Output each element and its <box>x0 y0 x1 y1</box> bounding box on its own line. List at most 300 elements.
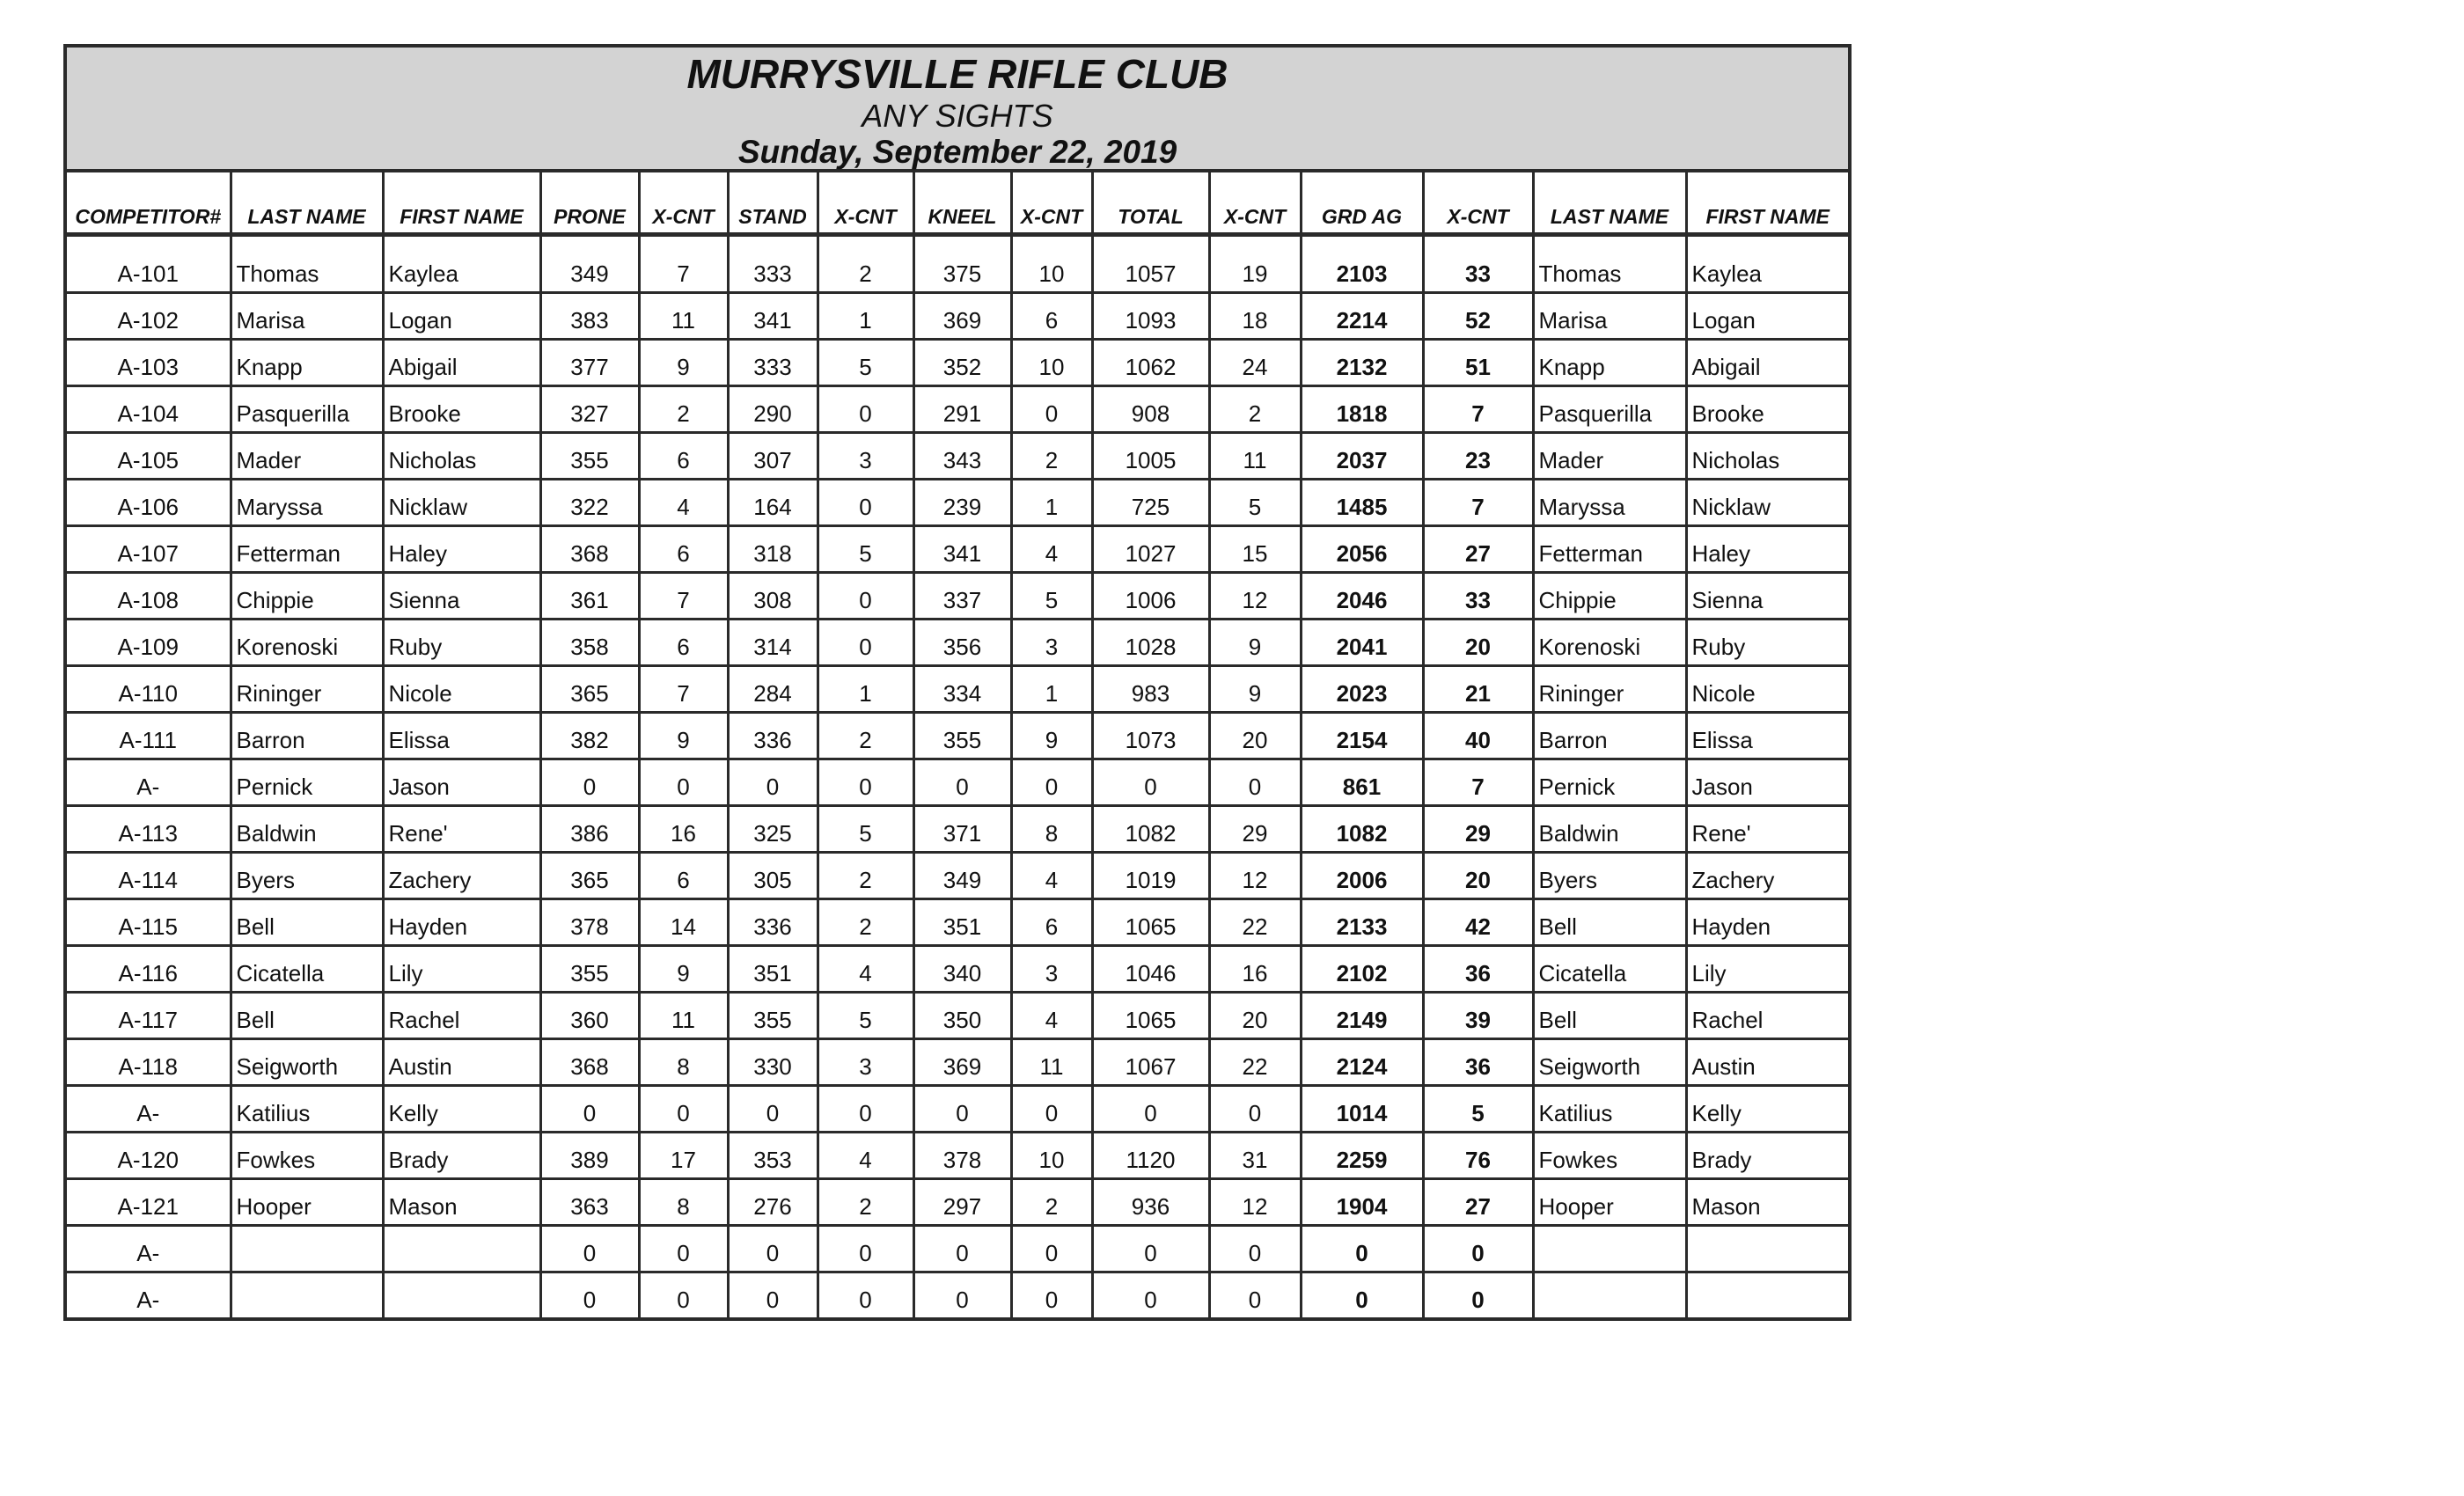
total-x-count: 20 <box>1209 993 1301 1039</box>
grand-x-count: 52 <box>1423 293 1533 340</box>
stand-score: 0 <box>728 1226 818 1272</box>
scores-table <box>67 172 1848 1317</box>
last-name <box>231 1226 383 1272</box>
prone-x-count: 8 <box>639 1039 728 1086</box>
total-score: 1082 <box>1092 806 1209 853</box>
last-name-repeat-header: LAST NAME <box>1533 172 1686 235</box>
total-score: 0 <box>1092 759 1209 806</box>
kneel-score: 356 <box>913 620 1011 666</box>
last-name: Knapp <box>231 340 383 386</box>
kneel-score: 0 <box>913 1272 1011 1318</box>
total-score: 1093 <box>1092 293 1209 340</box>
grand-aggregate: 1904 <box>1301 1179 1423 1226</box>
kneel-score: 378 <box>913 1133 1011 1179</box>
prone-score: 0 <box>540 759 639 806</box>
prone-score: 365 <box>540 853 639 899</box>
stand-x-count: 3 <box>818 433 913 480</box>
total-score: 0 <box>1092 1086 1209 1133</box>
stand-score: 336 <box>728 899 818 946</box>
kneel-score: 0 <box>913 1086 1011 1133</box>
kneel-score: 343 <box>913 433 1011 480</box>
stand-score: 308 <box>728 573 818 620</box>
stand-score: 355 <box>728 993 818 1039</box>
header-row <box>67 172 1848 235</box>
first-name-repeat: Austin <box>1686 1039 1848 1086</box>
total-score: 908 <box>1092 386 1209 433</box>
stand-score: 290 <box>728 386 818 433</box>
first-name-repeat: Logan <box>1686 293 1848 340</box>
table-row <box>67 1133 1848 1179</box>
grand-aggregate: 2006 <box>1301 853 1423 899</box>
first-name: Abigail <box>383 340 540 386</box>
stand-x-count: 5 <box>818 340 913 386</box>
prone-score: 368 <box>540 1039 639 1086</box>
kneel-x-count: 5 <box>1011 573 1092 620</box>
prone-x-count: 9 <box>639 340 728 386</box>
grand-x-count: 23 <box>1423 433 1533 480</box>
last-name: Seigworth <box>231 1039 383 1086</box>
stand-x-count: 0 <box>818 480 913 526</box>
first-name: Kaylea <box>383 235 540 293</box>
kneel-x-count: 1 <box>1011 666 1092 713</box>
kneel-x-count: 0 <box>1011 1226 1092 1272</box>
stand-score: 336 <box>728 713 818 759</box>
kneel-x-count: 2 <box>1011 433 1092 480</box>
last-name-repeat: Maryssa <box>1533 480 1686 526</box>
competitor-number: A- <box>67 759 231 806</box>
last-name <box>231 1272 383 1318</box>
grand-aggregate: 2046 <box>1301 573 1423 620</box>
total-x-count: 18 <box>1209 293 1301 340</box>
kneel-x-count: 3 <box>1011 620 1092 666</box>
total-x-count: 0 <box>1209 1086 1301 1133</box>
total-score: 1065 <box>1092 993 1209 1039</box>
kneel-score: 0 <box>913 759 1011 806</box>
kneel-x-count: 10 <box>1011 235 1092 293</box>
stand-x-count: 2 <box>818 713 913 759</box>
first-name: Nicole <box>383 666 540 713</box>
first-name: Lily <box>383 946 540 993</box>
prone-x-count: 7 <box>639 235 728 293</box>
kneel-x-count: 10 <box>1011 1133 1092 1179</box>
stand-score: 330 <box>728 1039 818 1086</box>
last-name-repeat: Barron <box>1533 713 1686 759</box>
prone-x-count: 8 <box>639 1179 728 1226</box>
grand-aggregate: 2102 <box>1301 946 1423 993</box>
kneel-x-count: 4 <box>1011 526 1092 573</box>
prone-score: 365 <box>540 666 639 713</box>
last-name-repeat: Fetterman <box>1533 526 1686 573</box>
kneel-score: 355 <box>913 713 1011 759</box>
competitor-number: A-121 <box>67 1179 231 1226</box>
first-name: Rene' <box>383 806 540 853</box>
first-name: Logan <box>383 293 540 340</box>
stand-score: 307 <box>728 433 818 480</box>
prone-x-count: 11 <box>639 993 728 1039</box>
grand-x-count: 76 <box>1423 1133 1533 1179</box>
last-name: Bell <box>231 899 383 946</box>
prone-score: 363 <box>540 1179 639 1226</box>
table-row <box>67 1179 1848 1226</box>
stand-score: 0 <box>728 759 818 806</box>
grand-x-count: 7 <box>1423 759 1533 806</box>
last-name: Fetterman <box>231 526 383 573</box>
first-name-repeat: Hayden <box>1686 899 1848 946</box>
prone-score: 322 <box>540 480 639 526</box>
first-name-repeat: Jason <box>1686 759 1848 806</box>
stand-score: 305 <box>728 853 818 899</box>
table-row <box>67 946 1848 993</box>
last-name-repeat: Marisa <box>1533 293 1686 340</box>
kneel-x-count: 4 <box>1011 853 1092 899</box>
competitor-number: A-117 <box>67 993 231 1039</box>
competitor-number: A-120 <box>67 1133 231 1179</box>
competitor-number: A-110 <box>67 666 231 713</box>
first-name: Zachery <box>383 853 540 899</box>
competitor-number: A-103 <box>67 340 231 386</box>
first-name: Hayden <box>383 899 540 946</box>
total-x-count: 12 <box>1209 1179 1301 1226</box>
stand-score: 351 <box>728 946 818 993</box>
total-x-count: 31 <box>1209 1133 1301 1179</box>
prone-score: 0 <box>540 1272 639 1318</box>
stand-x-count-header: X-CNT <box>818 172 913 235</box>
stand-x-count: 0 <box>818 1272 913 1318</box>
stand-score: 353 <box>728 1133 818 1179</box>
total-header: TOTAL <box>1092 172 1209 235</box>
grand-x-count: 7 <box>1423 386 1533 433</box>
grand-x-count: 51 <box>1423 340 1533 386</box>
prone-x-count: 7 <box>639 666 728 713</box>
stand-x-count: 5 <box>818 526 913 573</box>
grand-x-count: 27 <box>1423 526 1533 573</box>
grand-x-count: 20 <box>1423 853 1533 899</box>
table-row <box>67 1039 1848 1086</box>
club-title: MURRYSVILLE RIFLE CLUB <box>686 51 1228 97</box>
kneel-x-count: 6 <box>1011 899 1092 946</box>
kneel-score: 291 <box>913 386 1011 433</box>
kneel-x-count-header: X-CNT <box>1011 172 1092 235</box>
table-row <box>67 433 1848 480</box>
stand-x-count: 0 <box>818 386 913 433</box>
prone-x-count: 11 <box>639 293 728 340</box>
first-name-repeat: Rene' <box>1686 806 1848 853</box>
last-name: Cicatella <box>231 946 383 993</box>
competitor-number-header: COMPETITOR# <box>67 172 231 235</box>
kneel-score: 352 <box>913 340 1011 386</box>
first-name: Brooke <box>383 386 540 433</box>
competitor-number: A-106 <box>67 480 231 526</box>
stand-header: STAND <box>728 172 818 235</box>
event-title: ANY SIGHTS <box>862 97 1053 134</box>
last-name-repeat: Katilius <box>1533 1086 1686 1133</box>
prone-x-count: 9 <box>639 946 728 993</box>
prone-score: 386 <box>540 806 639 853</box>
total-x-count: 22 <box>1209 1039 1301 1086</box>
last-name-repeat: Mader <box>1533 433 1686 480</box>
total-x-count: 0 <box>1209 759 1301 806</box>
last-name: Marisa <box>231 293 383 340</box>
prone-score: 0 <box>540 1086 639 1133</box>
stand-x-count: 2 <box>818 235 913 293</box>
prone-x-count-header: X-CNT <box>639 172 728 235</box>
last-name: Hooper <box>231 1179 383 1226</box>
stand-x-count: 5 <box>818 806 913 853</box>
competitor-number: A-115 <box>67 899 231 946</box>
last-name: Chippie <box>231 573 383 620</box>
competitor-number: A- <box>67 1086 231 1133</box>
competitor-number: A-102 <box>67 293 231 340</box>
last-name: Byers <box>231 853 383 899</box>
first-name-repeat: Kelly <box>1686 1086 1848 1133</box>
total-score: 1027 <box>1092 526 1209 573</box>
total-x-count: 29 <box>1209 806 1301 853</box>
stand-x-count: 0 <box>818 573 913 620</box>
competitor-number: A- <box>67 1272 231 1318</box>
prone-score: 355 <box>540 433 639 480</box>
kneel-header: KNEEL <box>913 172 1011 235</box>
stand-x-count: 0 <box>818 759 913 806</box>
prone-score: 358 <box>540 620 639 666</box>
first-name: Nicholas <box>383 433 540 480</box>
first-name: Mason <box>383 1179 540 1226</box>
grand-aggregate: 2056 <box>1301 526 1423 573</box>
first-name: Nicklaw <box>383 480 540 526</box>
grand-x-count: 42 <box>1423 899 1533 946</box>
first-name: Brady <box>383 1133 540 1179</box>
prone-x-count: 0 <box>639 759 728 806</box>
prone-x-count: 0 <box>639 1086 728 1133</box>
total-x-count: 2 <box>1209 386 1301 433</box>
last-name-repeat: Korenoski <box>1533 620 1686 666</box>
first-name-repeat-header: FIRST NAME <box>1686 172 1848 235</box>
last-name: Korenoski <box>231 620 383 666</box>
grand-aggregate: 2041 <box>1301 620 1423 666</box>
first-name-repeat <box>1686 1272 1848 1318</box>
grand-x-count: 36 <box>1423 1039 1533 1086</box>
prone-x-count: 0 <box>639 1226 728 1272</box>
table-row <box>67 1272 1848 1318</box>
total-x-count: 0 <box>1209 1226 1301 1272</box>
stand-x-count: 4 <box>818 1133 913 1179</box>
stand-x-count: 5 <box>818 993 913 1039</box>
total-score: 936 <box>1092 1179 1209 1226</box>
total-score: 725 <box>1092 480 1209 526</box>
score-sheet <box>63 44 1852 1321</box>
grand-x-count: 0 <box>1423 1226 1533 1272</box>
grand-aggregate: 1082 <box>1301 806 1423 853</box>
last-name-repeat: Seigworth <box>1533 1039 1686 1086</box>
last-name-repeat: Hooper <box>1533 1179 1686 1226</box>
last-name-repeat <box>1533 1226 1686 1272</box>
prone-x-count: 2 <box>639 386 728 433</box>
stand-x-count: 0 <box>818 1226 913 1272</box>
kneel-score: 0 <box>913 1226 1011 1272</box>
total-score: 1057 <box>1092 235 1209 293</box>
grand-aggregate: 2023 <box>1301 666 1423 713</box>
kneel-x-count: 10 <box>1011 340 1092 386</box>
table-row <box>67 235 1848 293</box>
stand-x-count: 1 <box>818 666 913 713</box>
first-name-repeat: Brooke <box>1686 386 1848 433</box>
prone-x-count: 6 <box>639 853 728 899</box>
grand-x-count: 5 <box>1423 1086 1533 1133</box>
last-name-repeat: Pernick <box>1533 759 1686 806</box>
table-row <box>67 293 1848 340</box>
prone-score: 355 <box>540 946 639 993</box>
last-name-repeat <box>1533 1272 1686 1318</box>
total-score: 983 <box>1092 666 1209 713</box>
prone-score: 382 <box>540 713 639 759</box>
competitor-number: A-104 <box>67 386 231 433</box>
first-name-header: FIRST NAME <box>383 172 540 235</box>
grand-x-count: 36 <box>1423 946 1533 993</box>
prone-x-count: 6 <box>639 526 728 573</box>
grand-aggregate-header: GRD AG <box>1301 172 1423 235</box>
table-row <box>67 853 1848 899</box>
table-row <box>67 340 1848 386</box>
total-x-count: 15 <box>1209 526 1301 573</box>
last-name: Maryssa <box>231 480 383 526</box>
stand-x-count: 4 <box>818 946 913 993</box>
grand-x-count-header: X-CNT <box>1423 172 1533 235</box>
kneel-x-count: 2 <box>1011 1179 1092 1226</box>
total-x-count: 19 <box>1209 235 1301 293</box>
stand-x-count: 3 <box>818 1039 913 1086</box>
competitor-number: A-116 <box>67 946 231 993</box>
last-name-repeat: Cicatella <box>1533 946 1686 993</box>
kneel-score: 239 <box>913 480 1011 526</box>
first-name-repeat: Ruby <box>1686 620 1848 666</box>
kneel-x-count: 3 <box>1011 946 1092 993</box>
grand-x-count: 7 <box>1423 480 1533 526</box>
stand-x-count: 2 <box>818 1179 913 1226</box>
competitor-number: A-101 <box>67 235 231 293</box>
first-name: Kelly <box>383 1086 540 1133</box>
stand-x-count: 1 <box>818 293 913 340</box>
title-block <box>67 48 1848 172</box>
prone-score: 378 <box>540 899 639 946</box>
table-body <box>67 235 1848 1318</box>
last-name: Thomas <box>231 235 383 293</box>
table-row <box>67 386 1848 433</box>
kneel-score: 369 <box>913 293 1011 340</box>
prone-score: 0 <box>540 1226 639 1272</box>
grand-aggregate: 2259 <box>1301 1133 1423 1179</box>
prone-score: 389 <box>540 1133 639 1179</box>
total-x-count: 16 <box>1209 946 1301 993</box>
grand-aggregate: 2124 <box>1301 1039 1423 1086</box>
kneel-x-count: 4 <box>1011 993 1092 1039</box>
competitor-number: A-107 <box>67 526 231 573</box>
last-name-repeat: Baldwin <box>1533 806 1686 853</box>
stand-score: 333 <box>728 235 818 293</box>
first-name-repeat: Zachery <box>1686 853 1848 899</box>
first-name-repeat: Haley <box>1686 526 1848 573</box>
last-name: Baldwin <box>231 806 383 853</box>
first-name-repeat: Mason <box>1686 1179 1848 1226</box>
first-name-repeat: Lily <box>1686 946 1848 993</box>
total-x-count: 11 <box>1209 433 1301 480</box>
kneel-score: 350 <box>913 993 1011 1039</box>
first-name-repeat: Nicklaw <box>1686 480 1848 526</box>
grand-aggregate: 2154 <box>1301 713 1423 759</box>
kneel-score: 337 <box>913 573 1011 620</box>
grand-aggregate: 1818 <box>1301 386 1423 433</box>
total-x-count-header: X-CNT <box>1209 172 1301 235</box>
competitor-number: A-113 <box>67 806 231 853</box>
table-row <box>67 526 1848 573</box>
total-x-count: 22 <box>1209 899 1301 946</box>
first-name-repeat: Elissa <box>1686 713 1848 759</box>
competitor-number: A-118 <box>67 1039 231 1086</box>
total-x-count: 0 <box>1209 1272 1301 1318</box>
kneel-score: 375 <box>913 235 1011 293</box>
last-name-repeat: Bell <box>1533 899 1686 946</box>
first-name-repeat: Nicole <box>1686 666 1848 713</box>
first-name: Jason <box>383 759 540 806</box>
last-name-repeat: Knapp <box>1533 340 1686 386</box>
prone-score: 361 <box>540 573 639 620</box>
prone-x-count: 4 <box>639 480 728 526</box>
table-row <box>67 666 1848 713</box>
last-name-repeat: Thomas <box>1533 235 1686 293</box>
last-name-repeat: Byers <box>1533 853 1686 899</box>
table-row <box>67 480 1848 526</box>
first-name: Ruby <box>383 620 540 666</box>
competitor-number: A-105 <box>67 433 231 480</box>
kneel-x-count: 9 <box>1011 713 1092 759</box>
first-name-repeat: Brady <box>1686 1133 1848 1179</box>
first-name-repeat <box>1686 1226 1848 1272</box>
competitor-number: A-111 <box>67 713 231 759</box>
stand-score: 314 <box>728 620 818 666</box>
table-row <box>67 713 1848 759</box>
first-name-repeat: Rachel <box>1686 993 1848 1039</box>
last-name-header: LAST NAME <box>231 172 383 235</box>
prone-score: 383 <box>540 293 639 340</box>
kneel-score: 297 <box>913 1179 1011 1226</box>
first-name: Haley <box>383 526 540 573</box>
grand-aggregate: 1485 <box>1301 480 1423 526</box>
total-score: 1028 <box>1092 620 1209 666</box>
total-x-count: 9 <box>1209 620 1301 666</box>
total-score: 1019 <box>1092 853 1209 899</box>
stand-score: 284 <box>728 666 818 713</box>
competitor-number: A-109 <box>67 620 231 666</box>
stand-x-count: 2 <box>818 853 913 899</box>
total-score: 1006 <box>1092 573 1209 620</box>
total-x-count: 24 <box>1209 340 1301 386</box>
last-name-repeat: Bell <box>1533 993 1686 1039</box>
grand-aggregate: 0 <box>1301 1272 1423 1318</box>
grand-aggregate: 0 <box>1301 1226 1423 1272</box>
stand-x-count: 0 <box>818 1086 913 1133</box>
prone-score: 360 <box>540 993 639 1039</box>
prone-x-count: 6 <box>639 433 728 480</box>
kneel-score: 349 <box>913 853 1011 899</box>
last-name: Rininger <box>231 666 383 713</box>
total-x-count: 9 <box>1209 666 1301 713</box>
total-score: 1046 <box>1092 946 1209 993</box>
kneel-score: 371 <box>913 806 1011 853</box>
first-name-repeat: Abigail <box>1686 340 1848 386</box>
prone-score: 377 <box>540 340 639 386</box>
grand-x-count: 20 <box>1423 620 1533 666</box>
grand-x-count: 0 <box>1423 1272 1533 1318</box>
first-name <box>383 1226 540 1272</box>
competitor-number: A-114 <box>67 853 231 899</box>
